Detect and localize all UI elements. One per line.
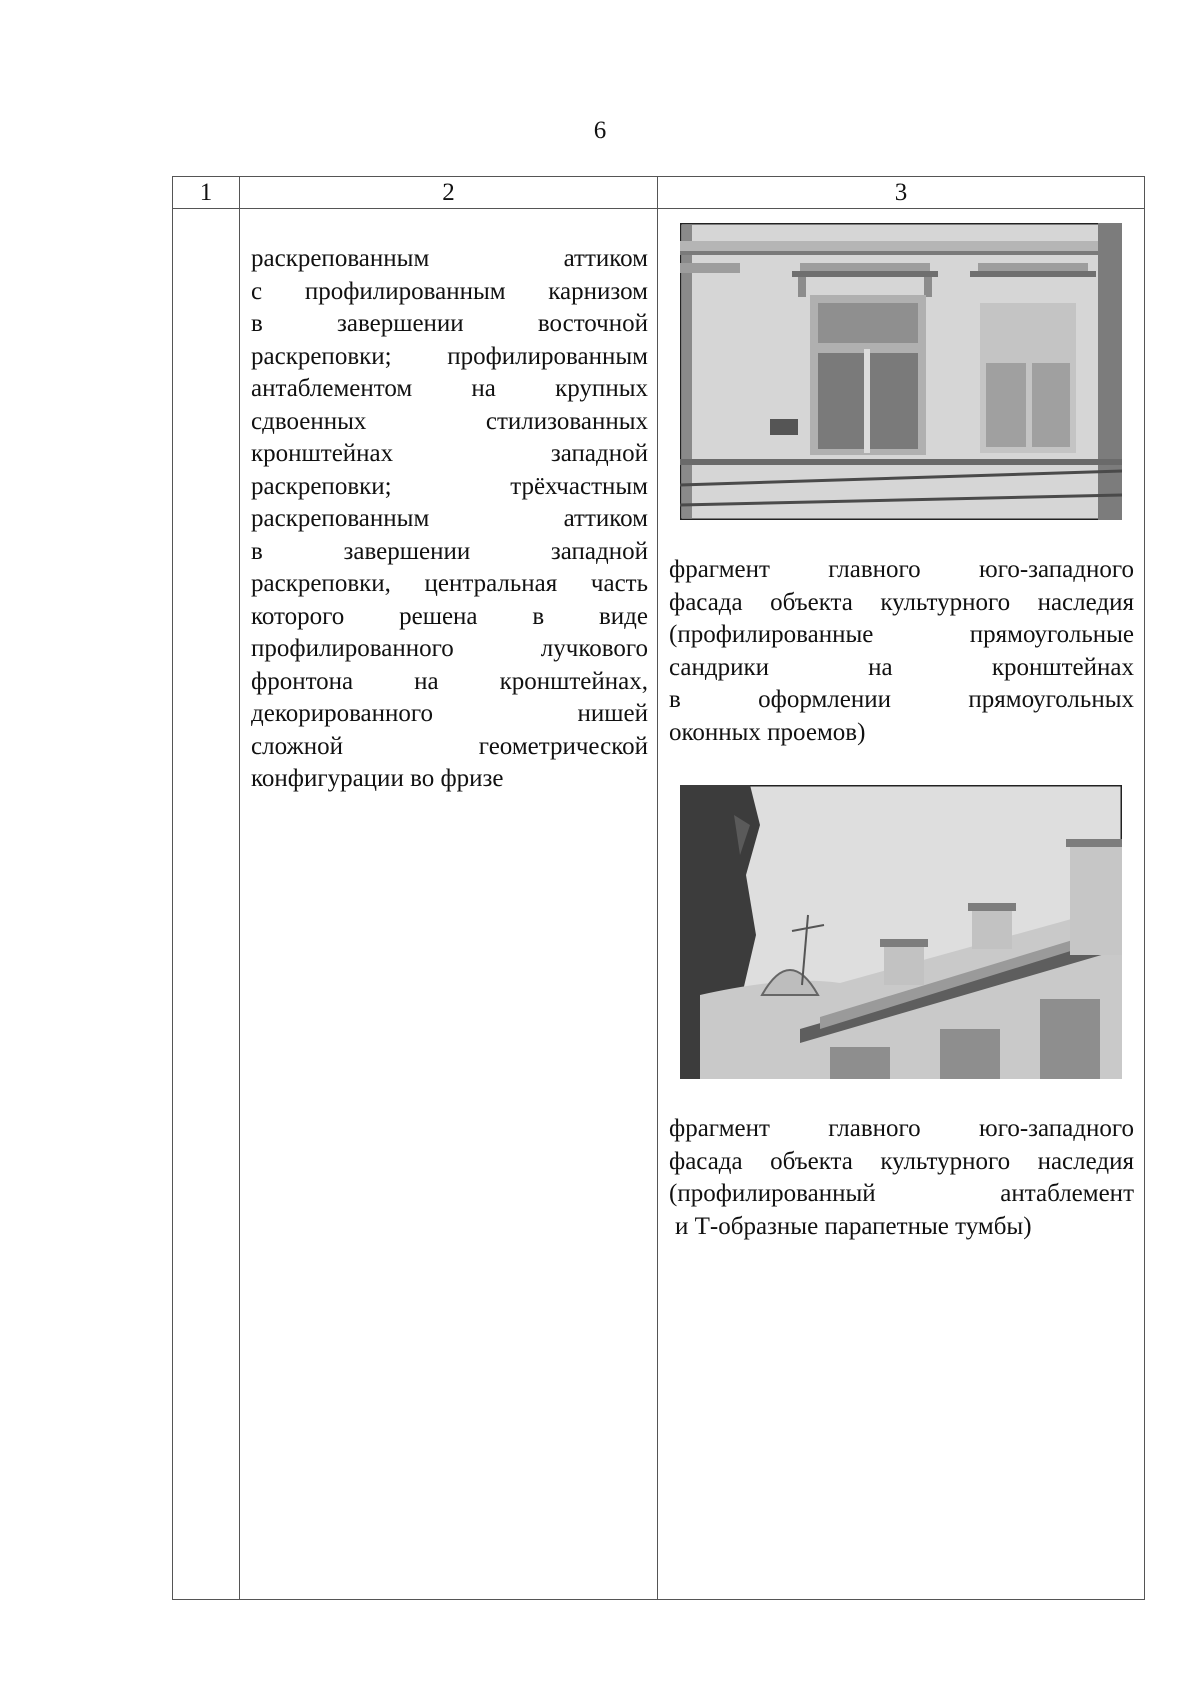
description-line: раскреповки; профилированным (251, 342, 648, 370)
header-cell-1: 1 (173, 177, 240, 209)
facade-windows-photo (680, 223, 1122, 520)
description-cell (240, 209, 658, 1600)
caption-line: фасада объекта культурного наследия (669, 1147, 1134, 1175)
description-line: в завершении восточной (251, 310, 648, 337)
description-line: декорированного нишей (251, 700, 648, 727)
caption-line: сандрики на кронштейнах (669, 653, 1134, 681)
caption-line: (профилированные прямоугольные (669, 621, 1134, 648)
caption-line: фасада объекта культурного наследия (669, 588, 1134, 616)
header-cell-2: 2 (240, 177, 658, 209)
caption-line: оконных проемов) (669, 718, 866, 746)
header-cell-3: 3 (658, 177, 1145, 209)
table-body-row (173, 209, 1145, 1600)
description-line: сложной геометрической (251, 732, 648, 760)
caption-line: в оформлении прямоугольных (669, 686, 1134, 713)
caption-line: (профилированный антаблемент (669, 1180, 1134, 1207)
photo-caption-2 (669, 1113, 1134, 1243)
description-line: профилированного лучкового (251, 635, 648, 662)
description-line: кронштейнах западной (251, 440, 648, 467)
photos-cell (658, 209, 1145, 1600)
monument-table (172, 176, 1145, 1600)
caption-line: фрагмент главного юго-западного (669, 1115, 1134, 1142)
description-line: которого решена в виде (251, 602, 648, 630)
number-cell (173, 209, 240, 1600)
caption-line: фрагмент главного юго-западного (669, 556, 1134, 583)
description-text (240, 209, 657, 796)
caption-line: и Т-образные парапетные тумбы) (675, 1212, 1032, 1240)
description-line: раскреповки; трёхчастным (251, 472, 648, 500)
description-line: конфигурации во фризе (251, 765, 504, 792)
table-header-row (173, 177, 1145, 209)
description-line: раскрепованным аттиком (251, 245, 648, 272)
page-number: 6 (593, 117, 607, 144)
description-line: раскреповки, центральная часть (251, 570, 648, 597)
description-line: фронтона на кронштейнах, (251, 667, 648, 695)
description-line: с профилированным карнизом (251, 277, 648, 305)
parapet-tumbas-photo (680, 785, 1122, 1079)
description-line: в завершении западной (251, 537, 648, 565)
description-line: раскрепованным аттиком (251, 505, 648, 532)
description-line: антаблементом на крупных (251, 375, 648, 402)
photo-caption-1 (669, 554, 1134, 749)
description-line: сдвоенных стилизованных (251, 407, 648, 435)
